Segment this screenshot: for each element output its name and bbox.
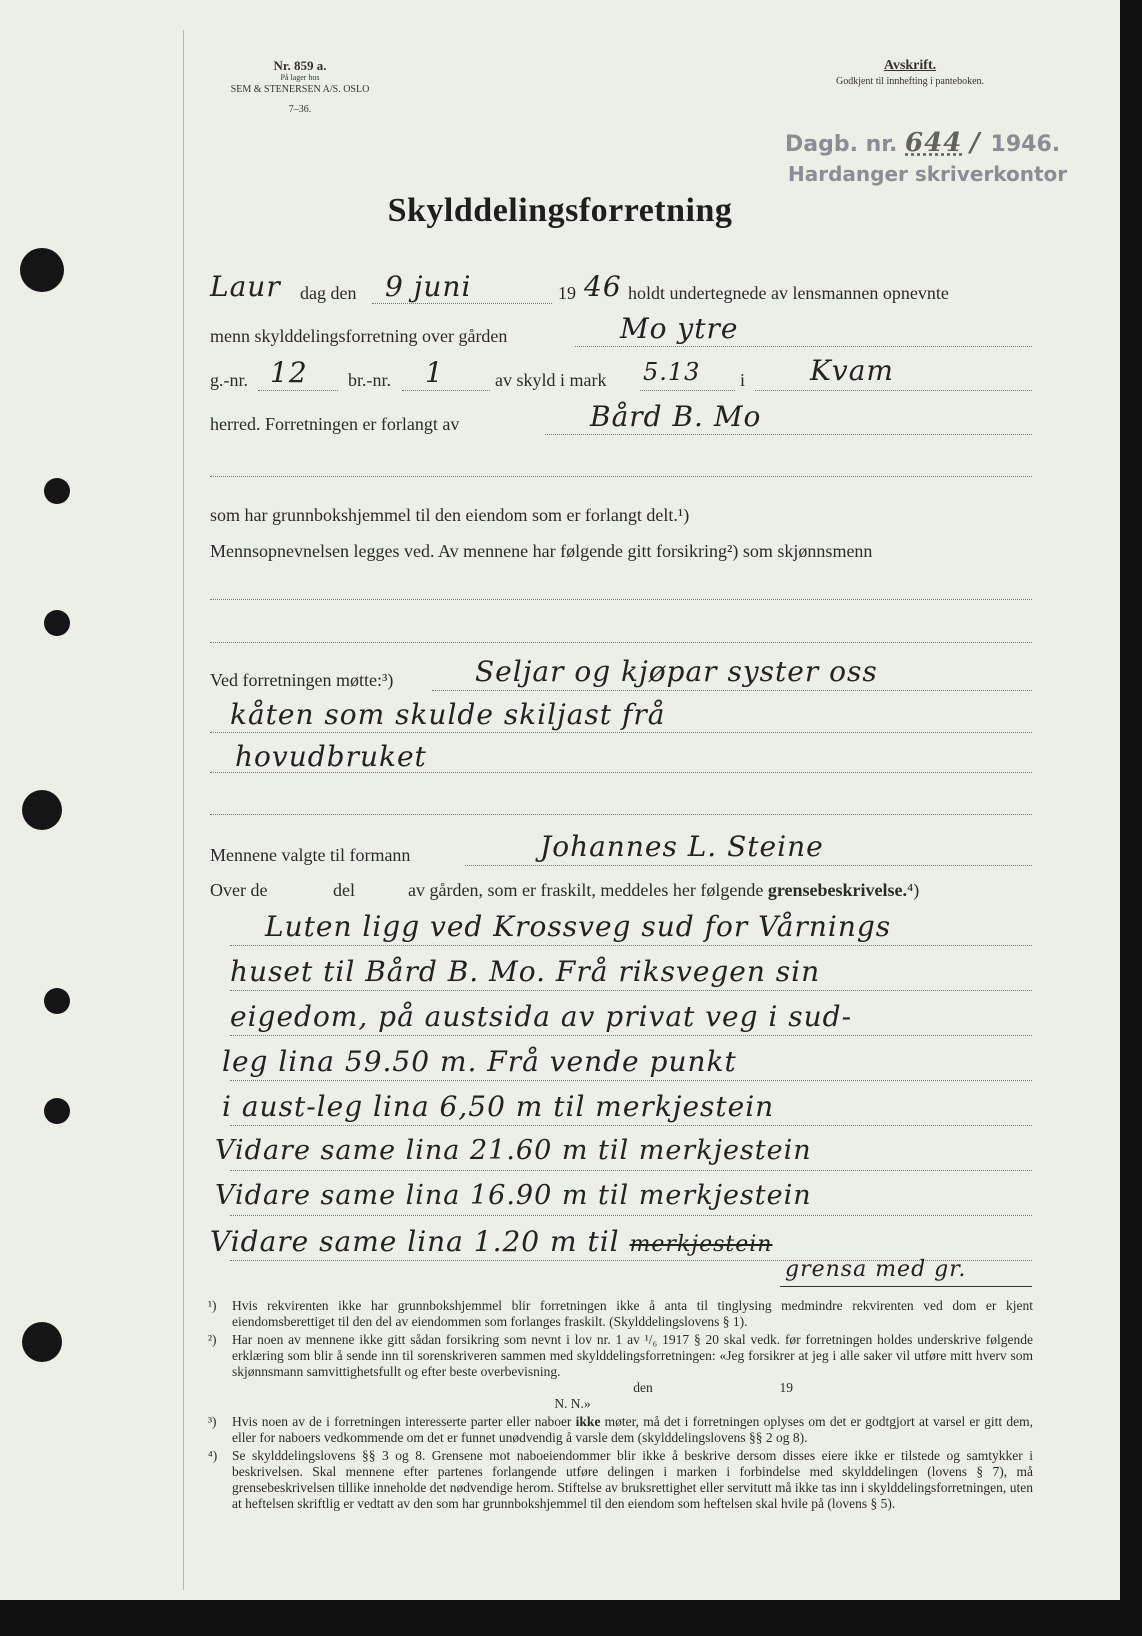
- punch-hole: [22, 790, 62, 830]
- dagbok-number: 644: [905, 128, 963, 158]
- dagbok-label: Dagb. nr.: [785, 132, 898, 157]
- description-line: i aust-leg lina 6,50 m til merkjestein: [222, 1090, 775, 1123]
- margin-rule: [183, 30, 184, 1590]
- document-title: Skylddelingsforretning: [387, 192, 733, 229]
- punch-hole: [44, 988, 70, 1014]
- struck-text: merkjestein: [629, 1232, 773, 1257]
- formann-label: Mennene valgte til formann: [210, 845, 411, 865]
- date-hand: 9 juni: [385, 270, 472, 303]
- footnote-1: ¹) Hvis rekvirenten ikke har grunnbokshjemmel blir forretningen ikke å anta til tinglysing medmindre rekvirenten ved dom er kjent eiendomsberettiget til den del av eiendommen som forlanges fraskilt. (Skylddelingslovens § 1).: [208, 1298, 1033, 1329]
- avskrift-block: [790, 60, 1030, 88]
- formann-hand: Johannes L. Steine: [540, 830, 824, 863]
- description-line: huset til Bård B. Mo. Frå riksvegen sin: [230, 955, 821, 988]
- form-number: Nr. 859 a.: [273, 58, 327, 73]
- footnote-3: ³) Hvis noen av de i forretningen interesserte parter eller naboer ikke møter, må det i forretningen oplyses om det er godtgjort at varsel er gitt dem, eller for naboers vedkommende om det er funnet unødvendig å varsle dem (skylddelingslovens §§ 2 og 8).: [208, 1414, 1033, 1445]
- publisher-name: SEM & STENERSEN A/S. OSLO: [230, 84, 370, 95]
- menn-text: menn skylddelingsforretning over gården: [210, 326, 508, 346]
- punch-hole: [44, 610, 70, 636]
- i-label: i: [740, 370, 746, 390]
- grense-intro: [408, 880, 919, 901]
- footnotes: [208, 1298, 1033, 1514]
- av-garden-text: av gården, som er fraskilt, meddeles her følgende: [408, 880, 764, 900]
- farm-name-hand: Mo ytre: [620, 312, 739, 345]
- over-de-label: Over de: [210, 880, 268, 900]
- punch-hole: [22, 1322, 62, 1362]
- gnr-hand: 12: [270, 356, 308, 389]
- grense-note-hand: grensa med gr.: [785, 1257, 967, 1282]
- description-line: leg lina 59.50 m. Frå vende punkt: [222, 1045, 737, 1078]
- footnote-den: den: [633, 1380, 653, 1395]
- gnr-label: g.-nr.: [210, 370, 248, 390]
- punch-hole: [20, 248, 64, 292]
- motte-line: hovudbruket: [235, 740, 427, 773]
- description-line: Luten ligg ved Krossveg sud for Vårnings: [265, 910, 892, 943]
- bnr-label: br.-nr.: [348, 370, 391, 390]
- avskrift-label: Avskrift.: [883, 58, 937, 73]
- skyld-label: av skyld i mark: [495, 370, 607, 390]
- requester-hand: Bård B. Mo: [590, 400, 762, 433]
- herred-text: herred. Forretningen er forlangt av: [210, 414, 460, 434]
- punch-hole: [44, 478, 70, 504]
- office-stamp: Hardanger skriverkontor: [788, 162, 1068, 186]
- dagbok-year: 1946.: [990, 132, 1061, 157]
- motte-line: Seljar og kjøpar syster oss: [475, 655, 878, 688]
- footnote-2: ²) Har noen av mennene ikke gitt sådan forsikring som nevnt i lov nr. 1 av ¹/₆ 1917 § 20 skal vedk. før forretningen holdes underskrive følgende erklæring som blir å sende inn til sorenskriveren sammen med skylddelingsforretningen: «Jeg forsikrer at jeg i alle saker vil utføre mitt hverv som skjønnsmann samvittighetsfullt og efter beste overbevisning. den 19 N. N.»: [208, 1332, 1033, 1411]
- weekday-hand: Laur: [210, 270, 281, 303]
- publisher-line: På lager hos: [280, 73, 320, 82]
- holdt-text: holdt undertegnede av lensmannen opnevnte: [628, 283, 949, 303]
- grunnbok-text: som har grunnbokshjemmel til den eiendom som er forlangt delt.¹): [210, 505, 690, 525]
- motte-label: Ved forretningen møtte:³): [210, 670, 394, 690]
- footnote-4: ⁴) Se skylddelingslovens §§ 3 og 8. Grensene mot naboeiendommer blir ikke å beskrive dersom disses eiere ikke er tilstede og samtykker i beskrivelsen. Skal mennene efter partenes forlangende utføre delingen i marken i forbindelse med skylddelingen (lovens § 7), må grensebeskrivelsen tillike inneholde det nødvendige herom. Stiftelse av bruksrettighet eller servitutt må ikke tas inn i skylddelingsforretningen, uten at heftelsen skriftlig er vedtatt av den som har grunnbokshjemmel til den eiendom som heftelsen skal hvile på (lovens § 5).: [208, 1448, 1033, 1511]
- godkjent-text: Godkjent til innhefting i panteboken.: [835, 76, 985, 87]
- motte-line: kåten som skulde skiljast frå: [230, 698, 666, 731]
- del-label: del: [333, 880, 355, 900]
- punch-hole: [44, 1098, 70, 1124]
- grense-bold: grensebeskrivelse.: [767, 880, 908, 900]
- bnr-hand: 1: [425, 356, 444, 389]
- description-line: Vidare same lina 21.60 m til merkjestein: [215, 1135, 812, 1166]
- description-line: eigedom, på austsida av privat veg i sud-: [230, 1000, 853, 1033]
- description-line: Vidare same lina 1.20 m til: [210, 1225, 620, 1258]
- herred-name-hand: Kvam: [810, 354, 894, 387]
- dag-den-label: dag den: [300, 283, 357, 303]
- print-date: 7–36.: [288, 104, 312, 115]
- year-hand: 46: [584, 270, 622, 303]
- description-line: Vidare same lina 16.90 m til merkjestein: [215, 1180, 812, 1211]
- description-line-last: [210, 1225, 772, 1258]
- year-prefix: 19: [558, 283, 576, 303]
- footnote-19: 19: [779, 1380, 793, 1395]
- skyld-hand: 5.13: [643, 358, 701, 386]
- form-header: [210, 60, 390, 116]
- footnote-nn: N. N.»: [554, 1396, 591, 1411]
- dagbok-stamp: Dagb. nr. 644 / 1946.: [785, 128, 1061, 158]
- mennsopnevnelse-text: Mennsopnevnelsen legges ved. Av mennene har følgende gitt forsikring²) som skjønnsmenn: [210, 541, 873, 561]
- grense-sup: ⁴): [907, 880, 920, 900]
